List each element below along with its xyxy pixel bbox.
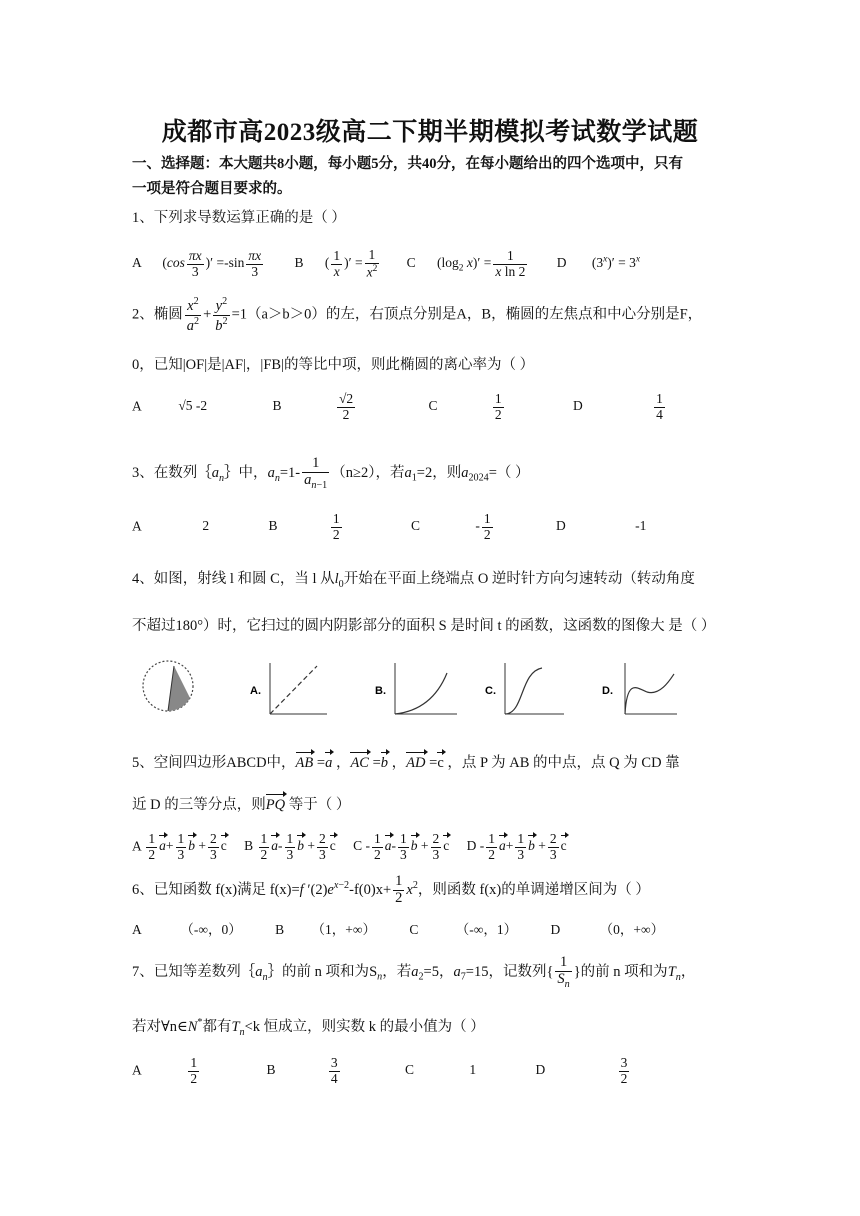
q7-opt-d-formula: $\frac{3}{2}$ — [620, 1055, 628, 1086]
q5-opt-d-formula: - $\frac{1}{2}$ a+ $\frac{1}{3}$ b + $\frac{2}{3}$ c — [479, 831, 567, 862]
q2-stem-line1: 2、椭圆 $\frac{x^2}{a^2}$ + $\frac{y^2}{b^2}$ =1（a＞b＞0）的左，右顶点分别是A，B，椭圆的左焦点和中心分别是F， — [132, 296, 703, 334]
q1-opt-b-label: B — [294, 255, 304, 271]
q2-opt-b-formula: $\frac{√2}{2}$ — [338, 391, 354, 422]
q1-opt-a-formula: (cos $\frac{\pi x}{3}$ )′ =-sin $\frac{\pi x}{3}$ — [162, 247, 262, 279]
q1-opt-c-formula: ($\log_2$ x)′ = $\frac{1}{\text{x ln 2}}$ — [437, 247, 526, 279]
q1-opt-a-label: A — [132, 255, 142, 271]
q1-opt-c-label: C — [406, 255, 416, 271]
q1-opt-d-formula: $(3^x)' = 3^x$ — [591, 254, 641, 271]
graph-a-label: A. — [250, 685, 261, 697]
q5-line1: 5、空间四边形ABCD中，AB =a ，AC =b ，AD =c ，点 P 为 AB 的中点，点 Q 为 CD 靠 — [132, 755, 680, 771]
q5-options: A $\frac{1}{2}$ a+ $\frac{1}{3}$ b + $\frac{2}{3}$ c B $\frac{1}{2}$ a- $\frac{1}{3}$ b + $\frac{2}{3}$ c C - $\frac{1}{2}$ a- $\frac{1}{3}$ b + $\frac{2}{3}$ c D - $\frac{1}{2}$ a+ $\frac{1}{3}$ b + $\frac{2}{3}$ c — [132, 831, 567, 862]
q5-line2: 近 D 的三等分点，则PQ 等于（ ） — [132, 797, 351, 813]
graph-d — [602, 663, 677, 714]
graph-d-label: D. — [602, 685, 613, 697]
graph-c — [485, 663, 564, 714]
q3-options: A 2 B $\frac{1}{2}$ C - $\frac{1}{2}$ D -1 — [132, 511, 647, 542]
graph-c-label: C. — [485, 685, 496, 697]
q7-opt-a-formula: $\frac{1}{2}$ — [190, 1055, 198, 1086]
q6-options: A （-∞，0） B （1，+∞） C （-∞，1） D （0，+∞） — [132, 922, 665, 937]
q2-opt-c-formula: $\frac{1}{2}$ — [494, 391, 502, 422]
q5-opt-a-formula: $\frac{1}{2}$ a+ $\frac{1}{3}$ b + $\frac{2}{3}$ c — [148, 831, 227, 862]
q4-line1: 4、如图，射线 l 和圆 C，当 l 从$l_0$开始在平面上绕端点 O 逆时针方向匀速转动（转动角度 — [132, 571, 695, 590]
q5-opt-b-formula: $\frac{1}{2}$ a- $\frac{1}{3}$ b + $\frac{2}{3}$ c — [260, 831, 336, 862]
q7-options: A $\frac{1}{2}$ B $\frac{3}{4}$ C 1 D $\frac{3}{2}$ — [132, 1055, 628, 1086]
q6-stem: 6、已知函数 f(x)满足 f(x)=f $'(2)e^{x-2}-f(0)x+$ $\frac{1}{2}$ $x^2$，则函数 f(x)的单调递增区间为（ ） — [132, 873, 650, 906]
q1-stem: 1、下列求导数运算正确的是（ ） — [132, 210, 346, 226]
graph-b-label: B. — [375, 685, 386, 697]
q1-options — [132, 248, 640, 280]
q1-opt-b-formula: ( $\frac{1}{x}$ )′ = $\frac{1}{x^2}$ — [324, 247, 378, 280]
q5-opt-c-formula: - $\frac{1}{2}$ a- $\frac{1}{3}$ b + $\frac{2}{3}$ c — [365, 831, 450, 862]
q4-figure-strip — [132, 648, 677, 720]
q2-opt-d-formula: $\frac{1}{4}$ — [656, 391, 663, 422]
section-heading-line2: 一项是符合题目要求的。 — [132, 181, 292, 197]
q3-opt-b-formula: $\frac{1}{2}$ — [332, 511, 340, 542]
section-heading-line1: 一、选择题：本大题共8小题，每小题5分，共40分，在每小题给出的四个选项中，只有 — [132, 156, 683, 172]
page-title: 成都市高2023级高二下期半期模拟考试数学试题 — [161, 119, 699, 146]
q1-opt-d-label: D — [556, 255, 567, 271]
q2-options: A √5 -2 B $\frac{√2}{2}$ C $\frac{1}{2}$ D $\frac{1}{4}$ — [132, 391, 663, 422]
q4-line2: 不超过180°）时，它扫过的圆内阴影部分的面积 S 是时间 t 的函数，这函数的图像大 是（ ） — [132, 618, 716, 634]
q2-opt-a-formula: √5 -2 — [178, 398, 208, 414]
graph-a — [250, 663, 327, 714]
q2-stem-line2: 0，已知|OF|是|AF|，|FB|的等比中项，则此椭圆的离心率为（ ） — [132, 357, 535, 373]
circle-figure — [143, 661, 193, 711]
q7-line1: 7、已知等差数列$\{a_n\}$的前 n 项和为$S_n$，若$a_2=5$，$a_7=15$，记数列{ $\frac{1}{S_n}$ }的前 n 项和为$T_n$， — [132, 954, 696, 990]
q7-opt-b-formula: $\frac{3}{4}$ — [330, 1055, 338, 1086]
q7-line2: 若对∀n∈N*都有$T_n<k$ 恒成立，则实数 k 的最小值为（ ） — [132, 1017, 485, 1038]
graph-b — [375, 663, 457, 714]
q3-opt-c-formula: - $\frac{1}{2}$ — [475, 511, 491, 542]
q3-stem: 3、在数列$\{a_n\}$中，$a_n=1-$ $\frac{1}{a_{n-1}}$ （n≥2），若$a_1=2$，则$a_{2024}=$（ ） — [132, 455, 530, 491]
